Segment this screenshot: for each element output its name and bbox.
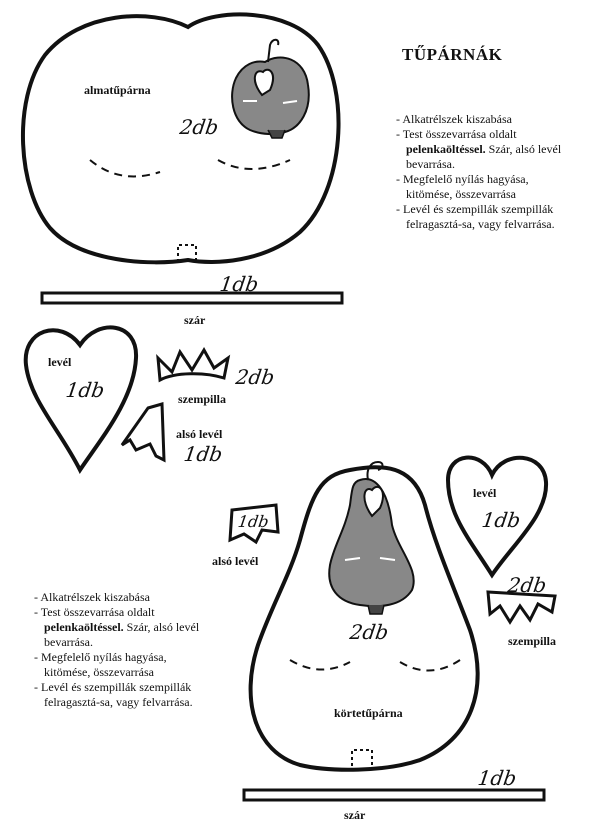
instructions-bottom <box>34 590 204 710</box>
pear-label: körtetűpárna <box>334 706 403 720</box>
apple-count: 2db <box>178 115 221 139</box>
pear-lashes-count: 2db <box>506 573 549 597</box>
apple-illustration <box>232 40 309 138</box>
lower-leaf-label-left: alsó levél <box>176 427 223 441</box>
instructions-top <box>396 112 566 232</box>
pear-dashed-mark <box>290 660 350 670</box>
pear-stem-label: szár <box>344 808 366 822</box>
lashes-piece-left <box>158 350 228 380</box>
pear-lower-leaf-count: 1db <box>236 512 271 531</box>
pear-lower-leaf-label: alsó levél <box>212 554 259 568</box>
pear-stem-count: 1db <box>476 766 519 790</box>
instruction-item: - Megfelelő nyílás hagyása, kitömése, összevarrása <box>34 650 167 679</box>
instruction-item: - Levél és szempillák szempillák felragasztá-sa, vagy felvarrása. <box>34 680 193 709</box>
apple-label: almatűpárna <box>84 83 151 97</box>
lashes-count-left: 2db <box>234 365 277 389</box>
pear-leaf-count: 1db <box>480 508 523 532</box>
page-title: TŰPÁRNÁK <box>402 45 503 64</box>
lower-leaf-piece-left <box>122 404 164 460</box>
apple-dashed-mark <box>218 160 290 169</box>
leaf-label-left: levél <box>48 355 72 369</box>
instruction-item: - Test összevarrása oldalt pelenkaöltéssel. Szár, alsó levél bevarrása. <box>396 127 562 171</box>
apple-dashed-mark <box>90 160 160 176</box>
pear-stem-notch <box>352 750 372 766</box>
lower-leaf-count-left: 1db <box>182 442 225 466</box>
apple-stem-strip <box>42 293 342 303</box>
pear-illustration <box>329 462 413 614</box>
apple-stem-count: 1db <box>218 272 261 296</box>
instruction-item: - Megfelelő nyílás hagyása, kitömése, összevarrása <box>396 172 529 201</box>
lashes-label-left: szempilla <box>178 392 226 406</box>
instruction-item: - Alkatrélszek kiszabása <box>396 112 512 126</box>
apple-stem-label: szár <box>184 313 206 327</box>
instruction-item: - Levél és szempillák szempillák felragasztá-sa, vagy felvarrása. <box>396 202 555 231</box>
pear-leaf-label: levél <box>473 486 497 500</box>
instruction-item: - Test összevarrása oldalt pelenkaöltéssel. Szár, alsó levél bevarrása. <box>34 605 200 649</box>
instruction-item: - Alkatrélszek kiszabása <box>34 590 150 604</box>
pear-stem-strip <box>244 790 544 800</box>
pear-dashed-mark <box>400 660 460 671</box>
pear-count: 2db <box>348 620 391 644</box>
leaf-count-left: 1db <box>64 378 107 402</box>
pear-lashes-label: szempilla <box>508 634 556 648</box>
